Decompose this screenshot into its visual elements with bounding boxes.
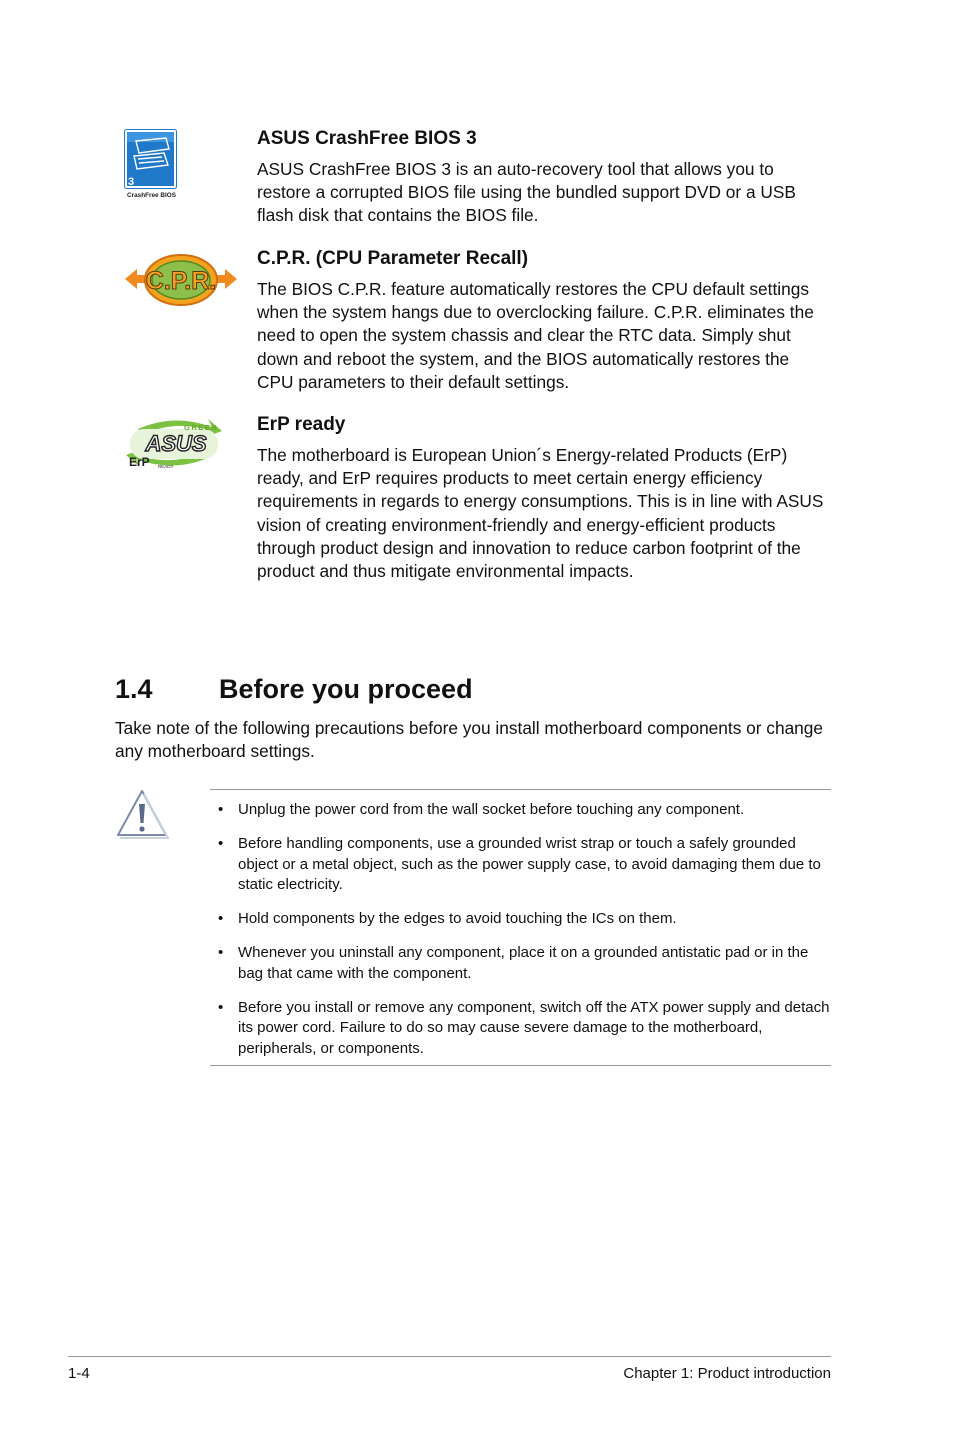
feature-title: ASUS CrashFree BIOS 3 — [257, 128, 477, 149]
svg-text:GREEN: GREEN — [184, 423, 219, 432]
erp-ready-logo-icon — [124, 415, 224, 478]
feature-description: ASUS CrashFree BIOS 3 is an auto-recovery tool that allows you to restore a corrupted BIOS file using the bundled support DVD or a USB flash disk that contains the BIOS file. — [257, 159, 796, 226]
svg-text:C.P.R.: C.P.R. — [145, 267, 217, 295]
caution-text: Before handling components, use a grounded wrist strap or touch a safely grounded object or a metal object, such as the power supply case, to avoid damaging them due to static electricity. — [238, 835, 821, 893]
warning-triangle-icon — [115, 788, 169, 845]
svg-text:ASUS: ASUS — [145, 431, 207, 456]
svg-text:READY: READY — [158, 464, 174, 469]
caution-top-rule — [210, 789, 831, 790]
caution-text: Unplug the power cord from the wall socket before touching any component. — [238, 801, 745, 818]
list-item — [218, 834, 830, 896]
feature-title: ErP ready — [257, 414, 346, 435]
caution-text: Hold components by the edges to avoid touching the ICs on them. — [238, 910, 677, 927]
bullet: • — [218, 998, 224, 1016]
list-item — [218, 909, 830, 930]
section-title: Before you proceed — [219, 674, 473, 704]
svg-text:3: 3 — [128, 176, 135, 188]
caution-text: Whenever you uninstall any component, place it on a grounded antistatic pad or in the bag that came with the component. — [238, 944, 809, 982]
bullet: • — [218, 910, 224, 927]
list-item — [218, 998, 830, 1060]
cpr-logo-icon — [123, 253, 239, 312]
caution-bottom-rule — [210, 1065, 831, 1066]
section-number: 1.4 — [115, 674, 153, 704]
bullet: • — [218, 835, 224, 852]
bullet: • — [218, 801, 224, 818]
list-item — [218, 943, 830, 984]
crashfree-bios-icon — [124, 129, 178, 206]
bullet: • — [218, 944, 224, 961]
feature-description: The BIOS C.P.R. feature automatically restores the CPU default settings when the system hangs due to overclocking failure. C.P.R. eliminates the need to open the system chassis and clear the RTC data. Simply shut down and reboot the system, and the BIOS automatically restores the CPU parameters to their default settings. — [257, 279, 814, 392]
section-intro: Take note of the following precautions before you install motherboard components or change any motherboard settings. — [115, 718, 824, 762]
feature-description: The motherboard is European Union´s Energy-related Products (ErP) ready, and ErP requires products to meet certain energy efficiency requirements in regards to energy consumptions. This is in line with ASUS vision of creating environment-friendly and energy-efficient products through product design and innovation to reduce carbon footprint of the product and thus mitigate environmental impacts. — [257, 445, 824, 582]
footer-rule — [68, 1356, 831, 1357]
chapter-title: Chapter 1: Product introduction — [623, 1365, 831, 1382]
page-number: 1-4 — [68, 1365, 90, 1382]
svg-text:CrashFree BIOS 3: CrashFree BIOS 3 — [127, 192, 178, 199]
svg-text:ErP: ErP — [129, 455, 150, 469]
caution-text: Before you install or remove any component, switch off the ATX power supply and detach its power cord. Failure to do so may cause severe damage to the motherboard, peripherals, or components. — [238, 998, 830, 1057]
feature-title: C.P.R. (CPU Parameter Recall) — [257, 248, 529, 269]
caution-list — [218, 800, 830, 1073]
list-item — [218, 800, 830, 821]
